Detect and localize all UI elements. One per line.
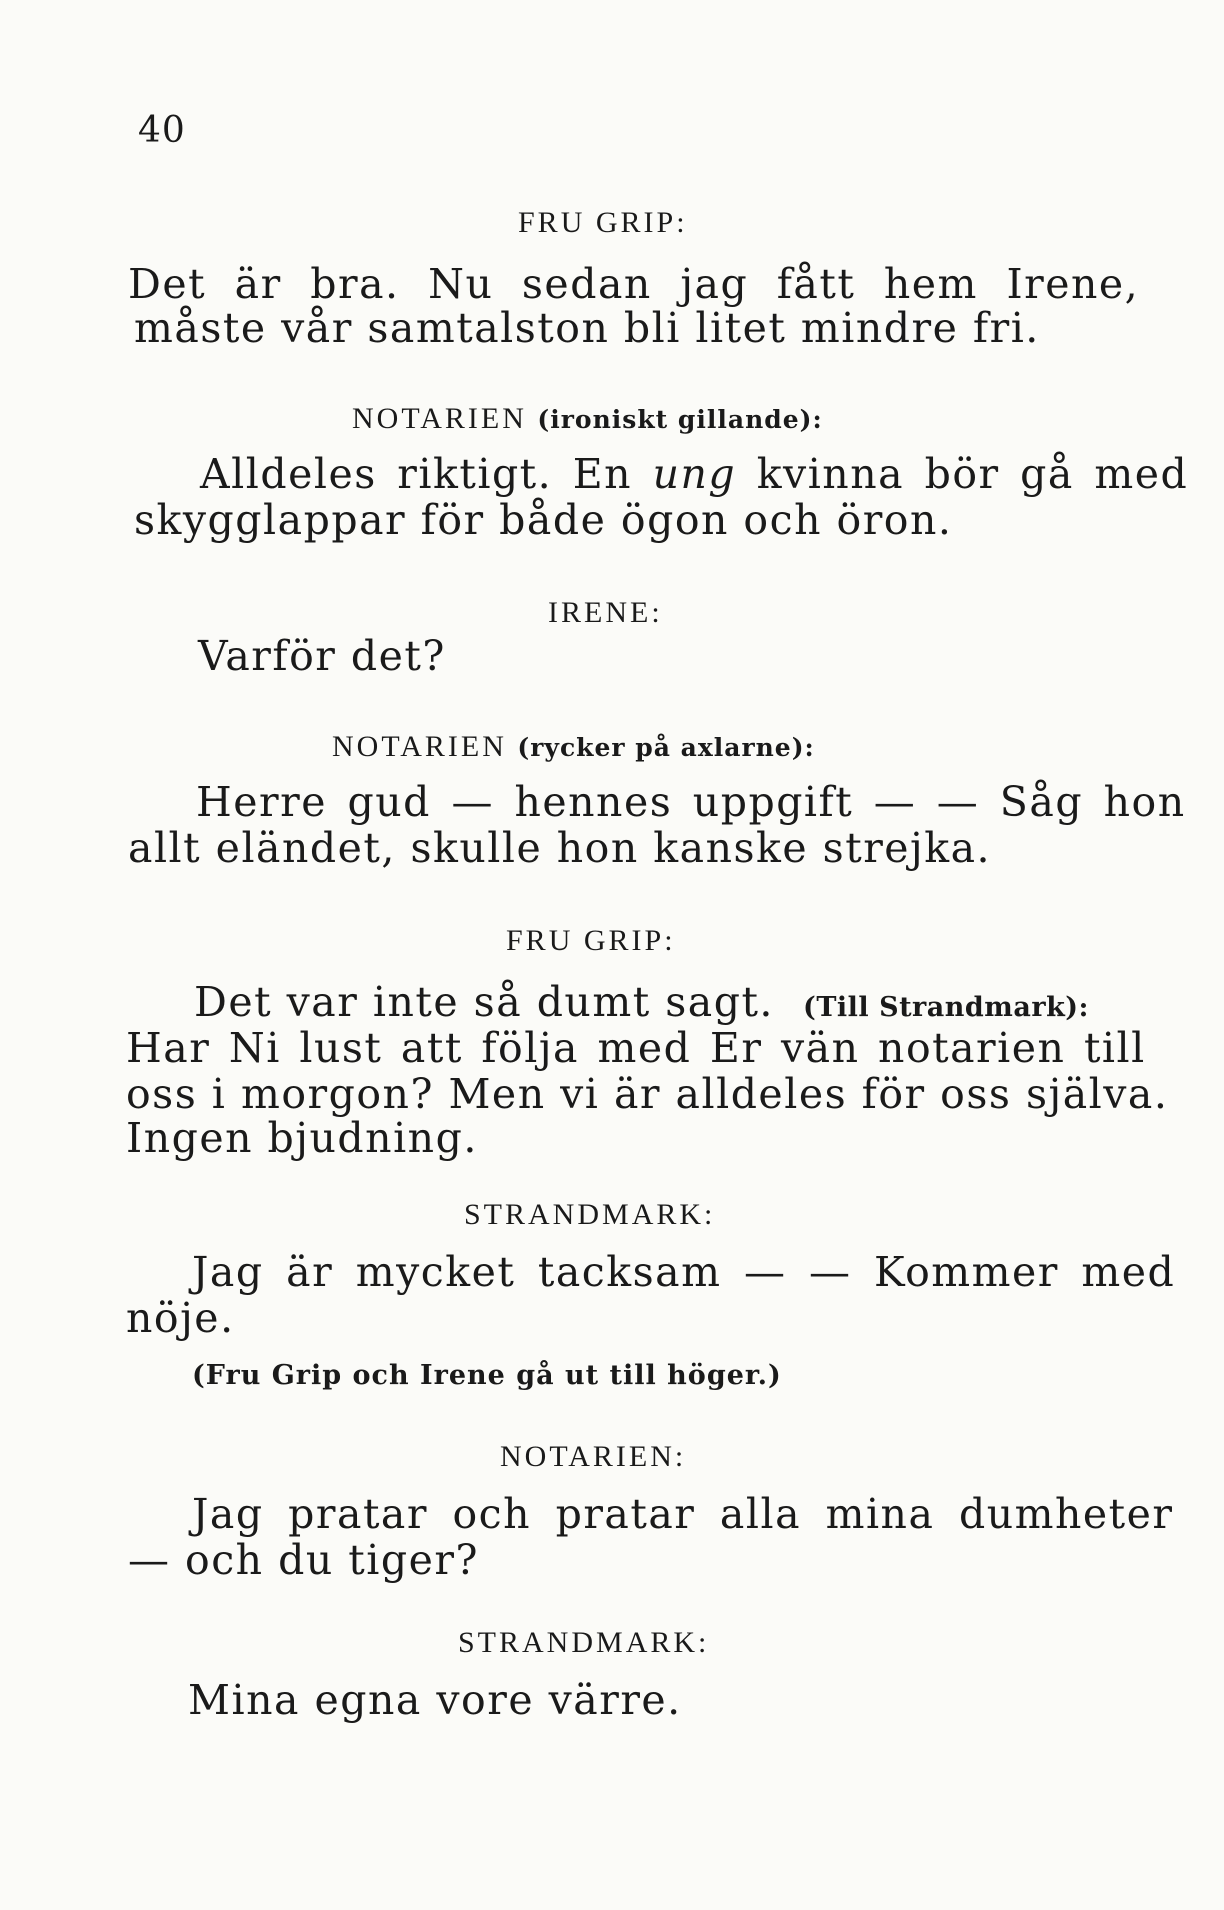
- dialogue-line: Jag pratar och pratar alla mina dumheter: [192, 1490, 1174, 1538]
- dialogue-text: kvinna bör gå med: [736, 450, 1189, 498]
- dialogue-line: nöje.: [126, 1294, 235, 1342]
- emphasized-word: ung: [652, 450, 737, 498]
- dialogue-line: skygglappar för både ögon och öron.: [134, 496, 953, 544]
- dialogue-line: Ingen bjudning.: [126, 1114, 478, 1162]
- stage-direction: (Fru Grip och Irene gå ut till höger.): [192, 1360, 782, 1391]
- dialogue-line: Varför det?: [198, 632, 446, 680]
- speaker-name: NOTARIEN:: [500, 1440, 687, 1473]
- speaker-name: NOTARIEN: [352, 402, 527, 435]
- dialogue-line: oss i morgon? Men vi är alldeles för oss själva.: [126, 1070, 1169, 1118]
- dialogue-text: Alldeles riktigt. En: [200, 450, 653, 498]
- dialogue-text: Det var inte så dumt sagt.: [194, 978, 774, 1026]
- dialogue-line: Herre gud — hennes uppgift — — Såg hon: [196, 778, 1186, 826]
- speaker-heading: [332, 730, 815, 764]
- dialogue-line: — och du tiger?: [128, 1536, 479, 1584]
- dialogue-line: Mina egna vore värre.: [188, 1676, 682, 1724]
- speaker-heading: [352, 402, 823, 436]
- dialogue-line: [200, 450, 1189, 498]
- dialogue-line: [194, 980, 1154, 1030]
- stage-direction: (Till Strandmark):: [803, 992, 1090, 1023]
- speaker-name: FRU GRIP:: [506, 924, 676, 957]
- dialogue-line: Det är bra. Nu sedan jag fått hem Irene,: [128, 260, 1140, 308]
- stage-direction: (ironiskt gillande):: [537, 405, 823, 434]
- dialogue-line: Har Ni lust att följa med Er vän notarien till: [126, 1024, 1146, 1072]
- speaker-name: IRENE:: [548, 596, 663, 629]
- dialogue-line: Jag är mycket tacksam — — Kommer med: [192, 1248, 1176, 1296]
- dialogue-line: måste vår samtalston bli litet mindre fri.: [134, 304, 1040, 352]
- speaker-name: NOTARIEN: [332, 730, 507, 763]
- speaker-name: STRANDMARK:: [458, 1626, 710, 1659]
- dialogue-line: allt eländet, skulle hon kanske strejka.: [128, 824, 992, 872]
- speaker-name: STRANDMARK:: [464, 1198, 716, 1231]
- stage-direction: (rycker på axlarne):: [517, 733, 815, 762]
- page-number: 40: [138, 110, 186, 151]
- speaker-name: FRU GRIP:: [518, 206, 688, 239]
